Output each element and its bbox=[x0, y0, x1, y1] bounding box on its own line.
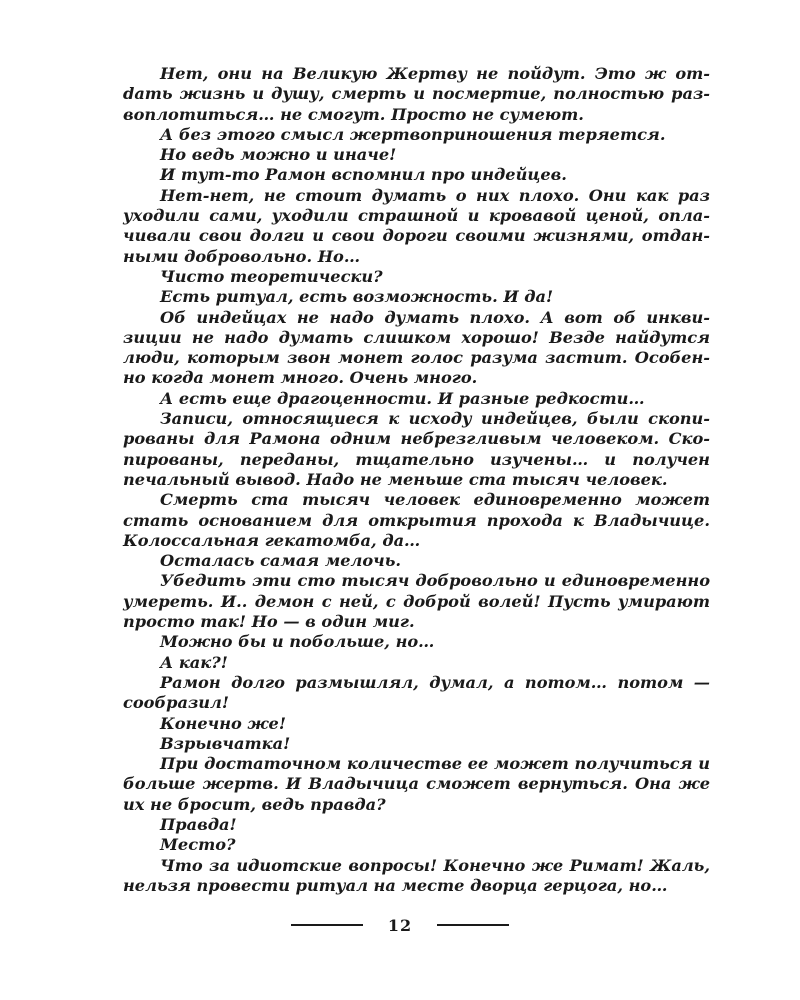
footer-rule-left bbox=[291, 924, 363, 926]
paragraph: Об индейцах не надо думать плохо. А вот об инквизиции не надо думать слишком хорошо! Везде найдутся люди, которым звон монет голос разума застит. Особенно когда монет много. Очень много. bbox=[123, 307, 710, 388]
footer-rule-right bbox=[437, 924, 509, 926]
paragraph: А как?! bbox=[160, 652, 228, 672]
page-number: 12 bbox=[387, 915, 413, 935]
paragraph: Нет-нет, не стоит думать о них плохо. Они как раз уходили сами, уходили страшной и кровавой ценой, оплачивали свои долги и свои дороги своими жизнями, отданными добровольно. Но… bbox=[123, 185, 710, 266]
paragraph: Смерть ста тысяч человек единовременно может стать основанием для открытия прохода к Владычице. Колоссальная гекатомба, да… bbox=[123, 490, 710, 550]
paragraph: Осталась самая мелочь. bbox=[160, 551, 402, 571]
paragraph: Можно бы и побольше, но… bbox=[160, 632, 435, 652]
paragraph: И тут-то Рамон вспомнил про индейцев. bbox=[160, 165, 567, 185]
paragraph: Место? bbox=[160, 835, 236, 855]
paragraph: Нет, они на Великую Жертву не пойдут. Это ж отdать жизнь и душу, смерть и посмертие, полностью развоплотиться… не смогут. Просто не сумеют. bbox=[123, 64, 710, 124]
paragraph: А есть еще драгоценности. И разные редкости… bbox=[160, 388, 645, 408]
paragraph: Но ведь можно и иначе! bbox=[160, 145, 397, 165]
paragraph: Правда! bbox=[160, 814, 237, 834]
paragraph: Чисто теоретически? bbox=[160, 266, 383, 286]
page-footer bbox=[0, 913, 800, 937]
paragraph: При достаточном количестве ее может получиться и больше жертв. И Владычица сможет вернуться. Она же их не бросит, ведь правда? bbox=[123, 754, 710, 814]
paragraph: Убедить эти сто тысяч добровольно и единовременно умереть. И.. демон с ней, с доброй волей! Пусть умирают просто так! Но — в один миг. bbox=[123, 571, 710, 632]
paragraph: Есть ритуал, есть возможность. И да! bbox=[160, 287, 554, 307]
paragraph: Конечно же! bbox=[160, 713, 286, 733]
paragraph: Рамон долго размышлял, думал, а потом… потом — сообразил! bbox=[123, 672, 710, 713]
paragraph: А без этого смысл жертвоприношения теряется. bbox=[160, 124, 666, 144]
paragraph: Что за идиотские вопросы! Конечно же Римат! Жаль, нельзя провести ритуал на месте дворца герцога, но… bbox=[123, 855, 710, 895]
page-text bbox=[123, 64, 710, 896]
paragraph: Записи, относящиеся к исходу индейцев, были скопированы для Рамона одним небрезгливым человеком. Скопированы, переданы, тщательно изучены… и получен печальный вывод. Надо не меньше ста тысяч человек. bbox=[123, 409, 710, 489]
paragraph: Взрывчатка! bbox=[160, 733, 291, 753]
